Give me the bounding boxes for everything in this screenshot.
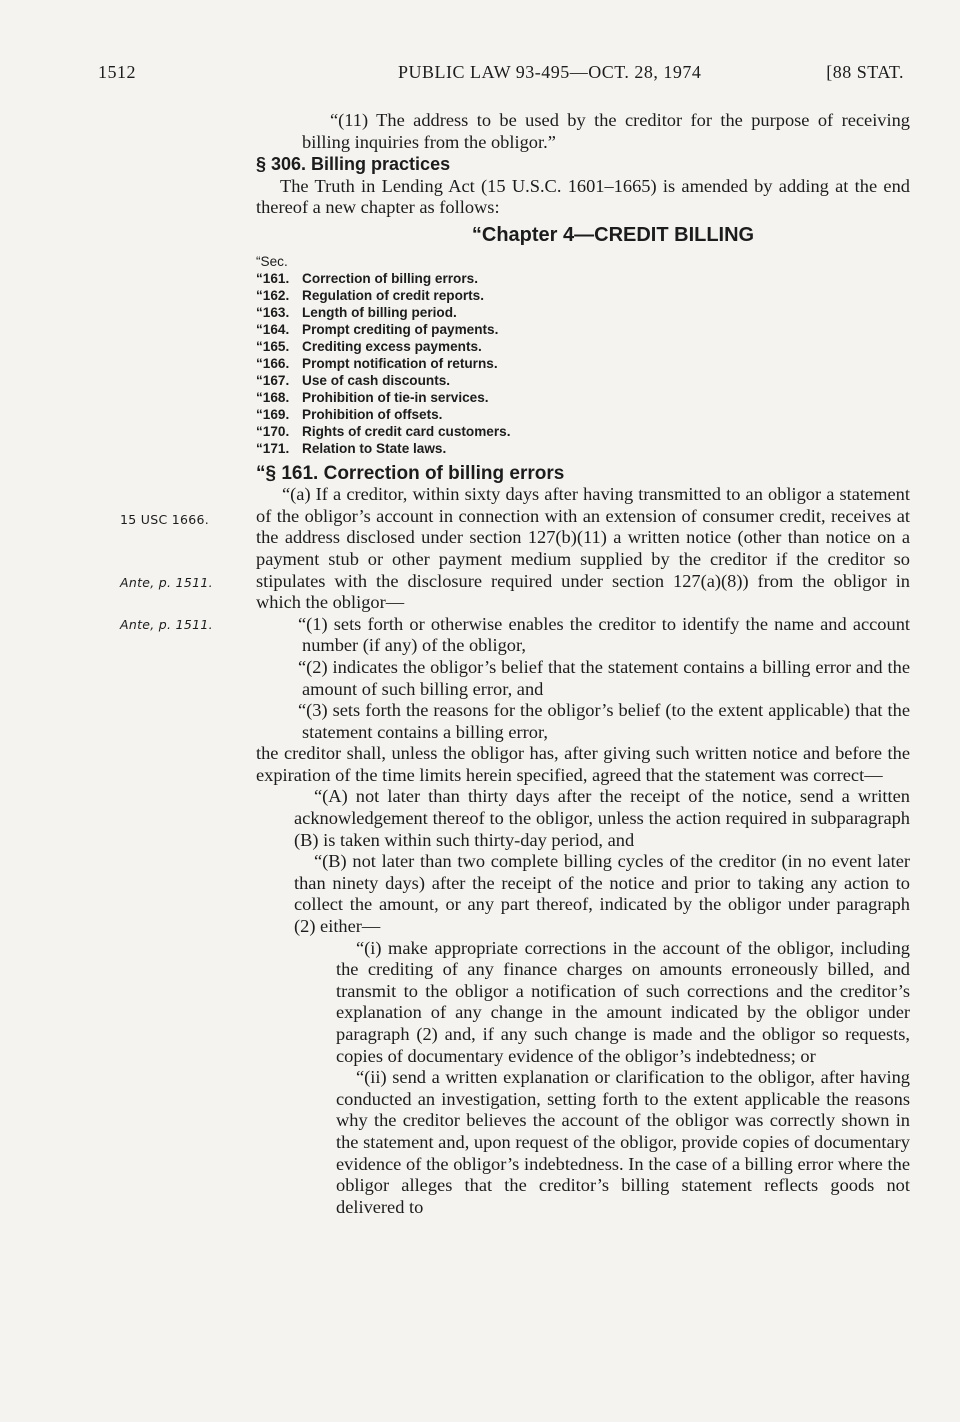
toc-item: “171. Relation to State laws. (256, 440, 447, 456)
margin-note-ante-2: Ante, p. 1511. (120, 617, 213, 632)
toc-item: “161. Correction of billing errors. (256, 270, 478, 286)
paragraph-i: “(i) make appropriate corrections in the account of the obligor, including the crediting of any finance charges on amounts erroneously billed, and transmit to the obligor a notification of such corrections and the creditor’s explanation of any change in the amount indicated by the obligor under paragraph (2) and, if any such change is made and the obligor so requests, copies of documentary evidence of the obligor’s indebtedness; or (336, 937, 910, 1066)
table-of-contents (256, 253, 910, 457)
paragraph-3: “(3) sets forth the reasons for the obligor’s belief (to the extent applicable) that the statement contains a billing error, (298, 700, 910, 742)
toc-item: “165. Crediting excess payments. (256, 338, 482, 354)
page-number: 1512 (98, 62, 136, 82)
toc-item: “162. Regulation of credit reports. (256, 287, 485, 303)
paragraph-1: “(1) sets forth or otherwise enables the creditor to identify the name and account number (if any) of the obligor, (298, 613, 910, 656)
toc-item: “167. Use of cash discounts. (256, 372, 451, 388)
toc-item: “168. Prohibition of tie-in services. (256, 389, 489, 405)
main-text (256, 110, 910, 1218)
paragraph-2: “(2) indicates the obligor’s belief that the statement contains a billing error and the amount of such billing error, and (298, 656, 910, 699)
paragraph-a: “(a) If a creditor, within sixty days after having transmitted to an obligor a statement of the obligor’s account in connection with an extension of consumer credit, receives at the address disclosed under section 127(b)(11) a written notice (other than notice on a payment stub or other payment medium supplied by the creditor if the creditor so stipulates with the disclosure required under section 127(a)(8)) from the obligor in which the obligor— (256, 484, 910, 613)
paragraph-ii: “(ii) send a written explanation or clarification to the obligor, after having conducted an investigation, setting forth to the extent applicable the reasons why the creditor believes the account of the obligor was correctly shown in the statement and, upon request of the obligor, provide copies of documentary evidence of the obligor’s indebtedness. In the case of a billing error where the obligor alleges that the creditor’s billing statement reflects goods not delivered to (336, 1067, 910, 1217)
paragraph-creditor: the creditor shall, unless the obligor has, after giving such written notice and before the expiration of the time limits herein specified, agreed that the statement was correct— (256, 743, 910, 785)
toc-sec-label: “Sec. (256, 253, 288, 269)
section-161-heading: “§ 161. Correction of billing errors (256, 462, 565, 484)
running-title: PUBLIC LAW 93-495—OCT. 28, 1974 (398, 62, 702, 82)
paragraph-B: “(B) not later than two complete billing cycles of the creditor (in no event later than ninety days) after the receipt of the notice and prior to taking any action to collect the amount, or any part thereof, indicated by the obligor under paragraph (2) either— (294, 851, 910, 937)
toc-item: “169. Prohibition of offsets. (256, 406, 443, 422)
paragraph-11: “(11) The address to be used by the creditor for the purpose of receiving billing inquiries from the obligor.” (302, 110, 910, 152)
margin-note-usc: 15 USC 1666. (120, 512, 210, 527)
toc-item: “163. Length of billing period. (256, 304, 457, 320)
statute-reference: [88 STAT. (826, 62, 904, 82)
toc-item: “166. Prompt notification of returns. (256, 355, 498, 371)
toc-item: “164. Prompt crediting of payments. (256, 321, 499, 337)
chapter-heading: “Chapter 4—CREDIT BILLING (471, 223, 755, 246)
section-306-text: The Truth in Lending Act (15 U.S.C. 1601–1665) is amended by adding at the end thereof a new chapter as follows: (256, 175, 910, 218)
toc-item: “170. Rights of credit card customers. (256, 423, 511, 439)
section-306-heading: § 306. Billing practices (256, 154, 451, 175)
page-header (98, 62, 908, 86)
paragraph-A: “(A) not later than thirty days after the receipt of the notice, send a written acknowledgement thereof to the obligor, unless the action required in subparagraph (B) is taken within such thirty-day period, and (294, 786, 910, 850)
margin-note-ante-1: Ante, p. 1511. (120, 575, 213, 590)
